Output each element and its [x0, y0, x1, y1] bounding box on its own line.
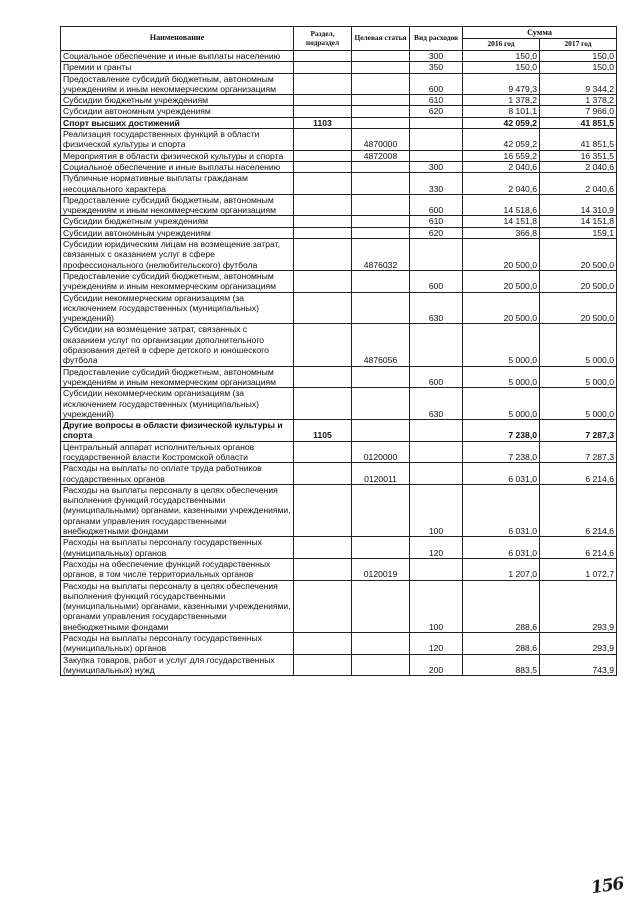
table-row: [61, 216, 617, 227]
cell-name: Премии и гранты: [61, 62, 294, 73]
cell-section: [294, 95, 352, 106]
cell-target: [352, 537, 410, 559]
table-row: [61, 73, 617, 95]
cell-type: [410, 420, 463, 442]
table-row: [61, 441, 617, 463]
cell-sum-2016: 2 040,6: [463, 161, 540, 172]
cell-section: 1105: [294, 420, 352, 442]
cell-type: 600: [410, 366, 463, 388]
cell-type: [410, 324, 463, 366]
cell-name: Субсидии автономным учреждениям: [61, 227, 294, 238]
cell-section: [294, 62, 352, 73]
cell-section: [294, 633, 352, 655]
cell-sum-2016: 6 031,0: [463, 484, 540, 536]
cell-type: 200: [410, 654, 463, 676]
table-row: [61, 173, 617, 195]
cell-section: [294, 106, 352, 117]
cell-sum-2016: 150,0: [463, 51, 540, 62]
cell-sum-2017: 5 000,0: [540, 388, 617, 420]
table-row: [61, 388, 617, 420]
cell-section: [294, 216, 352, 227]
cell-name: Реализация государственных функций в области физической культуры и спорта: [61, 129, 294, 151]
cell-name: Предоставление субсидий бюджетным, автономным учреждениям и иным некоммерческим организациям: [61, 366, 294, 388]
cell-sum-2017: 7 287,3: [540, 441, 617, 463]
cell-sum-2017: 6 214,6: [540, 463, 617, 485]
cell-target: [352, 62, 410, 73]
cell-sum-2016: 366,8: [463, 227, 540, 238]
table-row: [61, 106, 617, 117]
cell-type: 610: [410, 95, 463, 106]
cell-target: 0120000: [352, 441, 410, 463]
cell-sum-2016: 5 000,0: [463, 324, 540, 366]
cell-type: 300: [410, 51, 463, 62]
table-row: [61, 150, 617, 161]
cell-sum-2017: 5 000,0: [540, 324, 617, 366]
cell-target: [352, 117, 410, 128]
cell-type: [410, 463, 463, 485]
cell-target: [352, 292, 410, 324]
table-row: [61, 270, 617, 292]
cell-type: 100: [410, 580, 463, 632]
cell-sum-2016: 6 031,0: [463, 537, 540, 559]
cell-sum-2017: 41 851,5: [540, 117, 617, 128]
cell-sum-2017: 7 966,0: [540, 106, 617, 117]
cell-section: [294, 484, 352, 536]
cell-name: Расходы на выплаты персоналу государственных (муниципальных) органов: [61, 633, 294, 655]
cell-target: [352, 194, 410, 216]
cell-sum-2017: 20 500,0: [540, 270, 617, 292]
cell-name: Предоставление субсидий бюджетным, автономным учреждениям и иным некоммерческим организациям: [61, 194, 294, 216]
table-header-row: [61, 27, 617, 39]
cell-sum-2017: 6 214,6: [540, 484, 617, 536]
cell-sum-2017: 743,9: [540, 654, 617, 676]
cell-type: [410, 150, 463, 161]
header-type: Вид расходов: [410, 27, 463, 51]
cell-section: [294, 161, 352, 172]
cell-sum-2016: 42 059,2: [463, 129, 540, 151]
cell-name: Расходы на выплаты персоналу в целях обеспечения выполнения функций государственными (муниципальными) органами, казенными учреждениями, органами управления государственными внебюджетными фондами: [61, 580, 294, 632]
cell-type: 600: [410, 270, 463, 292]
cell-sum-2016: 42 059,2: [463, 117, 540, 128]
table-row: [61, 51, 617, 62]
header-name: Наименование: [61, 27, 294, 51]
cell-section: [294, 51, 352, 62]
cell-sum-2016: 6 031,0: [463, 463, 540, 485]
cell-sum-2016: 7 238,0: [463, 420, 540, 442]
cell-name: Расходы на выплаты персоналу государственных (муниципальных) органов: [61, 537, 294, 559]
cell-type: 630: [410, 292, 463, 324]
table-row: [61, 292, 617, 324]
cell-sum-2016: 1 378,2: [463, 95, 540, 106]
cell-section: [294, 227, 352, 238]
cell-sum-2016: 7 238,0: [463, 441, 540, 463]
cell-section: [294, 173, 352, 195]
header-target: Целевая статья: [352, 27, 410, 51]
cell-section: [294, 73, 352, 95]
cell-name: Центральный аппарат исполнительных органов государственной власти Костромской области: [61, 441, 294, 463]
cell-section: [294, 580, 352, 632]
cell-section: [294, 292, 352, 324]
budget-table: [60, 26, 617, 676]
cell-sum-2017: 150,0: [540, 62, 617, 73]
cell-sum-2016: 288,6: [463, 633, 540, 655]
cell-name: Другие вопросы в области физической культуры и спорта: [61, 420, 294, 442]
cell-name: Социальное обеспечение и иные выплаты населению: [61, 51, 294, 62]
cell-section: [294, 129, 352, 151]
cell-section: [294, 558, 352, 580]
cell-sum-2017: 16 351,5: [540, 150, 617, 161]
cell-sum-2016: 5 000,0: [463, 366, 540, 388]
cell-type: 300: [410, 161, 463, 172]
table-row: [61, 161, 617, 172]
cell-section: [294, 270, 352, 292]
cell-sum-2016: 9 479,3: [463, 73, 540, 95]
cell-name: Субсидии некоммерческим организациям (за исключением государственных (муниципальных) учреждений): [61, 388, 294, 420]
cell-type: 350: [410, 62, 463, 73]
cell-name: Субсидии юридическим лицам на возмещение затрат, связанных с оказанием услуг в сфере профессионального (нелюбительского) футбола: [61, 239, 294, 271]
cell-name: Субсидии автономным учреждениям: [61, 106, 294, 117]
cell-type: 100: [410, 484, 463, 536]
cell-sum-2016: 150,0: [463, 62, 540, 73]
cell-section: 1103: [294, 117, 352, 128]
cell-sum-2017: 5 000,0: [540, 366, 617, 388]
cell-name: Расходы на выплаты по оплате труда работников государственных органов: [61, 463, 294, 485]
cell-sum-2016: 16 559,2: [463, 150, 540, 161]
table-row: [61, 239, 617, 271]
cell-target: [352, 388, 410, 420]
table-row: [61, 420, 617, 442]
cell-sum-2017: 14 310,9: [540, 194, 617, 216]
cell-type: [410, 117, 463, 128]
cell-type: [410, 129, 463, 151]
cell-sum-2017: 159,1: [540, 227, 617, 238]
cell-target: [352, 580, 410, 632]
cell-target: [352, 366, 410, 388]
cell-name: Публичные нормативные выплаты гражданам несоциального характера: [61, 173, 294, 195]
table-row: [61, 366, 617, 388]
cell-type: 600: [410, 73, 463, 95]
cell-target: [352, 633, 410, 655]
cell-target: [352, 73, 410, 95]
cell-section: [294, 388, 352, 420]
page-number: 156: [589, 873, 625, 899]
cell-name: Мероприятия в области физической культуры и спорта: [61, 150, 294, 161]
cell-section: [294, 194, 352, 216]
cell-type: 610: [410, 216, 463, 227]
cell-name: Субсидии некоммерческим организациям (за исключением государственных (муниципальных) учреждений): [61, 292, 294, 324]
cell-target: [352, 106, 410, 117]
cell-target: [352, 216, 410, 227]
cell-type: [410, 441, 463, 463]
header-section: Раздел, подраздел: [294, 27, 352, 51]
cell-sum-2017: 41 851,5: [540, 129, 617, 151]
cell-sum-2017: 14 151,8: [540, 216, 617, 227]
cell-section: [294, 463, 352, 485]
cell-sum-2017: 20 500,0: [540, 292, 617, 324]
table-row: [61, 580, 617, 632]
table-row: [61, 117, 617, 128]
table-row: [61, 129, 617, 151]
cell-sum-2016: 14 518,6: [463, 194, 540, 216]
cell-name: Расходы на выплаты персоналу в целях обеспечения выполнения функций государственными (муниципальными) органами, казенными учреждениями, органами управления государственными внебюджетными фондами: [61, 484, 294, 536]
cell-sum-2017: 1 378,2: [540, 95, 617, 106]
cell-target: 0120019: [352, 558, 410, 580]
cell-section: [294, 441, 352, 463]
table-row: [61, 537, 617, 559]
cell-name: Спорт высших достижений: [61, 117, 294, 128]
cell-sum-2017: 150,0: [540, 51, 617, 62]
cell-sum-2016: 14 151,8: [463, 216, 540, 227]
cell-sum-2016: 20 500,0: [463, 292, 540, 324]
cell-type: 120: [410, 633, 463, 655]
table-row: [61, 227, 617, 238]
cell-name: Предоставление субсидий бюджетным, автономным учреждениям и иным некоммерческим организациям: [61, 270, 294, 292]
cell-sum-2017: 1 072,7: [540, 558, 617, 580]
table-row: [61, 484, 617, 536]
cell-sum-2016: 883,5: [463, 654, 540, 676]
cell-type: 630: [410, 388, 463, 420]
cell-target: 4876056: [352, 324, 410, 366]
table-row: [61, 633, 617, 655]
cell-target: [352, 51, 410, 62]
cell-sum-2016: 8 101,1: [463, 106, 540, 117]
cell-type: 120: [410, 537, 463, 559]
table-row: [61, 194, 617, 216]
cell-type: 600: [410, 194, 463, 216]
cell-sum-2016: 20 500,0: [463, 270, 540, 292]
cell-sum-2016: 5 000,0: [463, 388, 540, 420]
cell-sum-2016: 20 500,0: [463, 239, 540, 271]
cell-type: [410, 239, 463, 271]
cell-target: [352, 420, 410, 442]
cell-target: 0120011: [352, 463, 410, 485]
cell-sum-2016: 1 207,0: [463, 558, 540, 580]
cell-sum-2017: 6 214,6: [540, 537, 617, 559]
cell-sum-2017: 2 040,6: [540, 161, 617, 172]
cell-sum-2017: 293,9: [540, 633, 617, 655]
cell-type: 620: [410, 106, 463, 117]
table-row: [61, 558, 617, 580]
header-year-2017: 2017 год: [540, 39, 617, 51]
cell-type: 330: [410, 173, 463, 195]
cell-sum-2017: 293,9: [540, 580, 617, 632]
cell-target: [352, 270, 410, 292]
cell-name: Предоставление субсидий бюджетным, автономным учреждениям и иным некоммерческим организациям: [61, 73, 294, 95]
cell-target: [352, 227, 410, 238]
cell-section: [294, 654, 352, 676]
table-row: [61, 324, 617, 366]
cell-target: [352, 95, 410, 106]
table-row: [61, 62, 617, 73]
cell-sum-2016: 288,6: [463, 580, 540, 632]
table-row: [61, 95, 617, 106]
cell-target: [352, 161, 410, 172]
cell-section: [294, 324, 352, 366]
cell-section: [294, 239, 352, 271]
cell-type: [410, 558, 463, 580]
cell-sum-2017: 2 040,6: [540, 173, 617, 195]
cell-sum-2016: 2 040,6: [463, 173, 540, 195]
header-year-2016: 2016 год: [463, 39, 540, 51]
cell-target: 4876032: [352, 239, 410, 271]
cell-target: [352, 173, 410, 195]
cell-section: [294, 537, 352, 559]
cell-name: Закупка товаров, работ и услуг для государственных (муниципальных) нужд: [61, 654, 294, 676]
cell-name: Социальное обеспечение и иные выплаты населению: [61, 161, 294, 172]
cell-target: [352, 654, 410, 676]
cell-target: 4870000: [352, 129, 410, 151]
table-body: [61, 51, 617, 676]
cell-target: [352, 484, 410, 536]
cell-section: [294, 366, 352, 388]
cell-sum-2017: 7 287,3: [540, 420, 617, 442]
cell-target: 4872008: [352, 150, 410, 161]
cell-name: Субсидии бюджетным учреждениям: [61, 95, 294, 106]
cell-name: Расходы на обеспечение функций государственных органов, в том числе территориальных органов: [61, 558, 294, 580]
cell-name: Субсидии бюджетным учреждениям: [61, 216, 294, 227]
cell-name: Субсидии на возмещение затрат, связанных с оказанием услуг по организации дополнительного образования детей в сфере детского и юношеского футбола: [61, 324, 294, 366]
cell-sum-2017: 20 500,0: [540, 239, 617, 271]
table-row: [61, 654, 617, 676]
table-row: [61, 463, 617, 485]
cell-section: [294, 150, 352, 161]
cell-sum-2017: 9 344,2: [540, 73, 617, 95]
header-sum: Сумма: [463, 27, 617, 39]
budget-sheet: [60, 26, 616, 676]
cell-type: 620: [410, 227, 463, 238]
